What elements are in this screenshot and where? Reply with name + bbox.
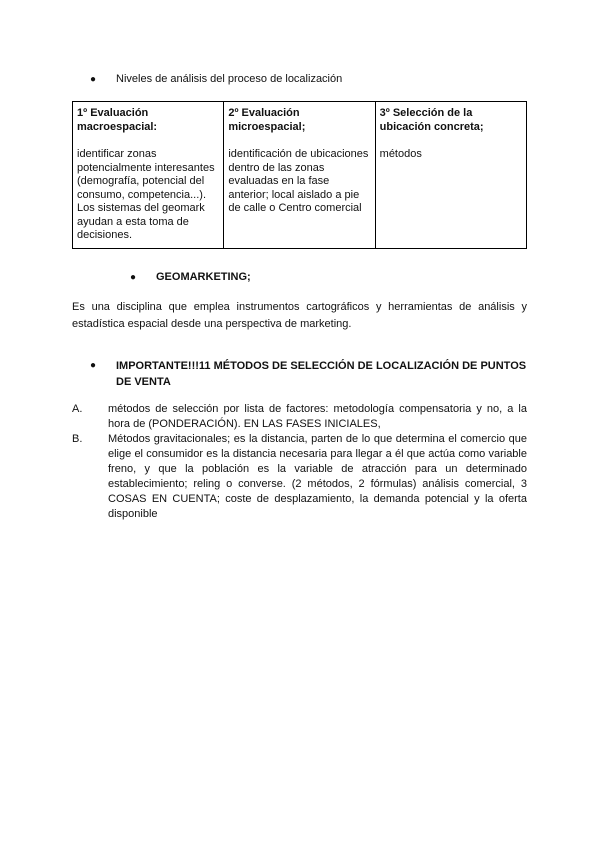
cell-body: identificar zonas potencialmente interesantes (demografía, potencial del consumo, competencia...). Los sistemas del geomark ayudan a esta toma de decisiones. [77,148,215,241]
geomarketing-bullet [130,270,251,285]
geomarketing-description: Es una disciplina que emplea instrumentos cartográficos y herramientas de análisis y estadística espacial desde una perspectiva de marketing. [72,301,527,330]
methods-list [72,402,527,522]
table-cell-macro [73,102,224,249]
bullet-icon: ● [90,74,97,85]
list-item [72,402,527,432]
cell-body: métodos [379,148,422,160]
list-item-text: métodos de selección por lista de factores: metodología compensatoria y no, a la hora de (PONDERACIÓN). EN LAS FASES INICIALES, [108,403,527,430]
cell-heading: 1º Evaluación macroespacial: [77,107,158,133]
list-marker: A. [72,403,83,415]
list-item [72,432,527,522]
cell-heading: 2º Evaluación microespacial; [228,107,306,133]
important-heading: IMPORTANTE!!!11 MÉTODOS DE SELECCIÓN DE LOCALIZACIÓN DE PUNTOS DE VENTA [116,360,527,388]
bullet-icon: ● [130,272,137,283]
intro-bullet [90,72,342,87]
list-marker: B. [72,433,83,445]
table-cell-selection [375,102,526,249]
bullet-icon: ● [90,360,97,371]
table-row [73,102,527,249]
intro-bullet-text: Niveles de análisis del proceso de localización [116,73,343,85]
list-item-text: Métodos gravitacionales; es la distancia, parten de lo que determina el comercio que elige el consumidor es la distancia necesaria para llegar a él que actúa como variable freno, y que la población es la variable de atracción para un determinado establecimiento; reling o converse. (2 métodos, 2 fórmulas) análisis comercial, 3 COSAS EN CUENTA; coste de desplazamiento, la demanda potencial y la oferta disponible [108,433,527,520]
cell-heading: 3º Selección de la ubicación concreta; [379,107,484,133]
geomarketing-heading: GEOMARKETING; [156,271,251,283]
important-bullet [90,358,527,390]
table-cell-micro [224,102,375,249]
cell-body: identificación de ubicaciones dentro de las zonas evaluadas en la fase anterior; local aislado a pie de calle o Centro comercial [228,148,369,214]
analysis-levels-table [72,101,527,249]
